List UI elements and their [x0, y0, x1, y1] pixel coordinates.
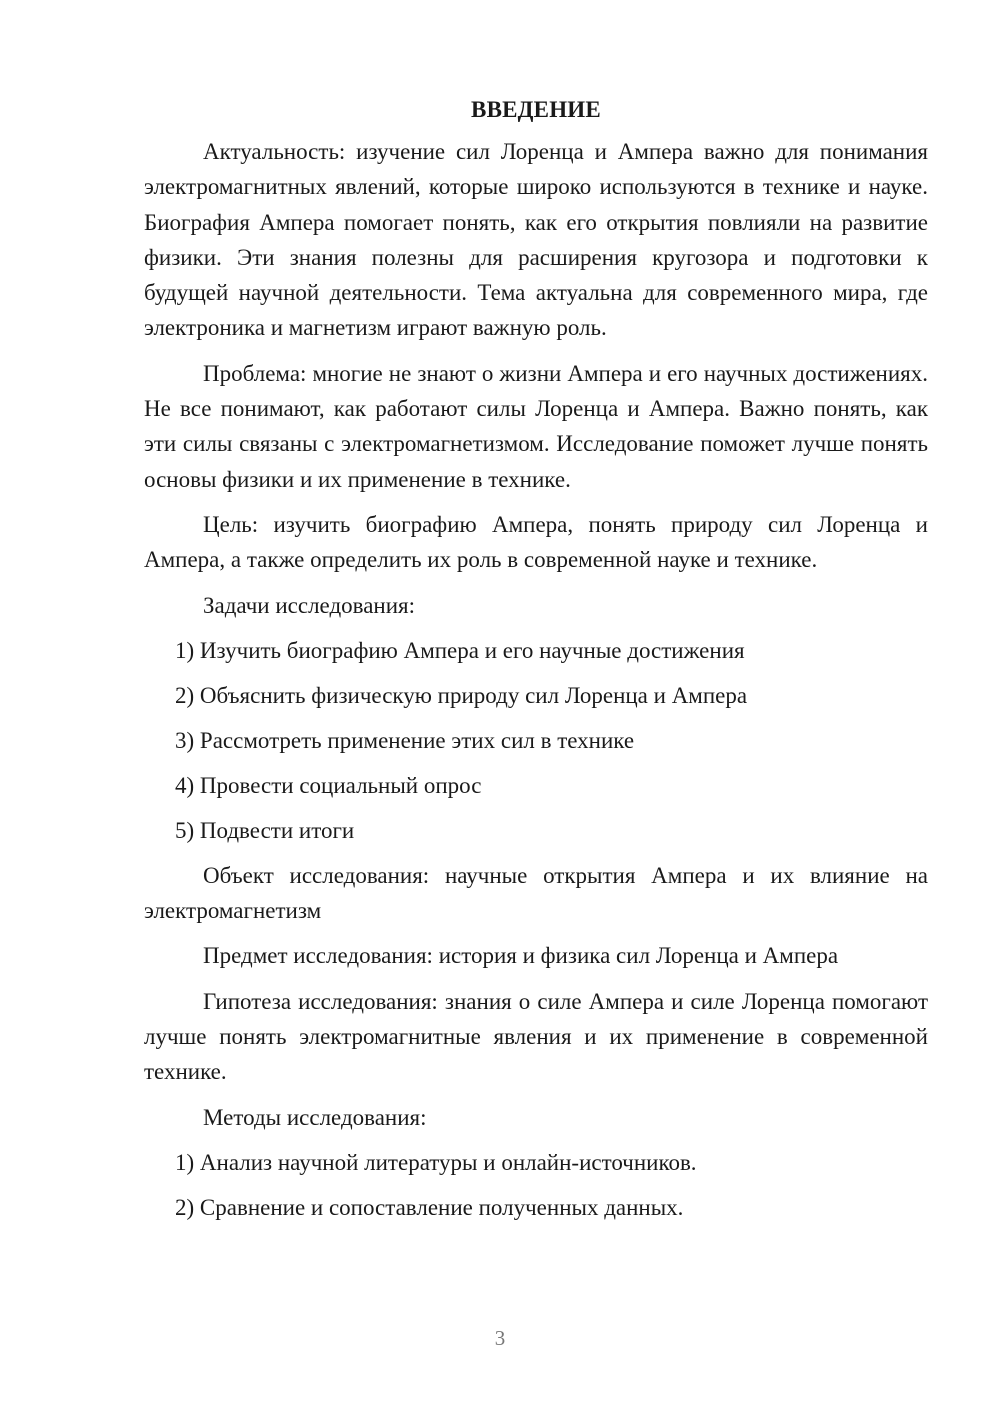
goal-paragraph: Цель: изучить биографию Ампера, понять природу сил Лоренца и Ампера, а также определить их роль в современной науке и технике.	[144, 511, 928, 573]
list-item: 1) Анализ научной литературы и онлайн-источников.	[175, 1149, 697, 1175]
list-item: 4) Провести социальный опрос	[175, 772, 482, 798]
methods-heading: Методы исследования:	[203, 1104, 427, 1130]
list-item: 5) Подвести итоги	[175, 817, 355, 843]
tasks-list	[144, 633, 928, 848]
list-item: 3) Рассмотреть применение этих сил в технике	[175, 727, 635, 753]
list-item: 2) Объяснить физическую природу сил Лоренца и Ампера	[175, 682, 748, 708]
hypothesis-paragraph: Гипотеза исследования: знания о силе Ампера и силе Лоренца помогают лучше понять электромагнитные явления и их применение в современной технике.	[144, 988, 928, 1085]
subject-paragraph: Предмет исследования: история и физика сил Лоренца и Ампера	[203, 943, 839, 969]
relevance-paragraph: Актуальность: изучение сил Лоренца и Ампера важно для понимания электромагнитных явлений, которые широко используются в технике и науке. Биография Ампера помогает понять, как его открытия повлияли на развитие физики. Эти знания полезны для расширения кругозора и подготовки к будущей научной деятельности. Тема актуальна для современного мира, где электроника и магнетизм играют важную роль.	[144, 139, 928, 341]
tasks-heading: Задачи исследования:	[203, 592, 416, 618]
document-page	[144, 92, 928, 1235]
section-title: ВВЕДЕНИЕ	[471, 97, 601, 122]
methods-list	[144, 1145, 928, 1225]
object-paragraph: Объект исследования: научные открытия Ампера и их влияние на электромагнетизм	[144, 862, 928, 924]
problem-paragraph: Проблема: многие не знают о жизни Ампера и его научных достижениях. Не все понимают, как работают силы Лоренца и Ампера. Важно понять, как эти силы связаны с электромагнетизмом. Исследование поможет лучше понять основы физики и их применение в технике.	[144, 360, 928, 492]
list-item: 2) Сравнение и сопоставление полученных данных.	[175, 1194, 684, 1220]
list-item: 1) Изучить биографию Ампера и его научные достижения	[175, 637, 745, 663]
page-number: 3	[494, 1326, 506, 1350]
